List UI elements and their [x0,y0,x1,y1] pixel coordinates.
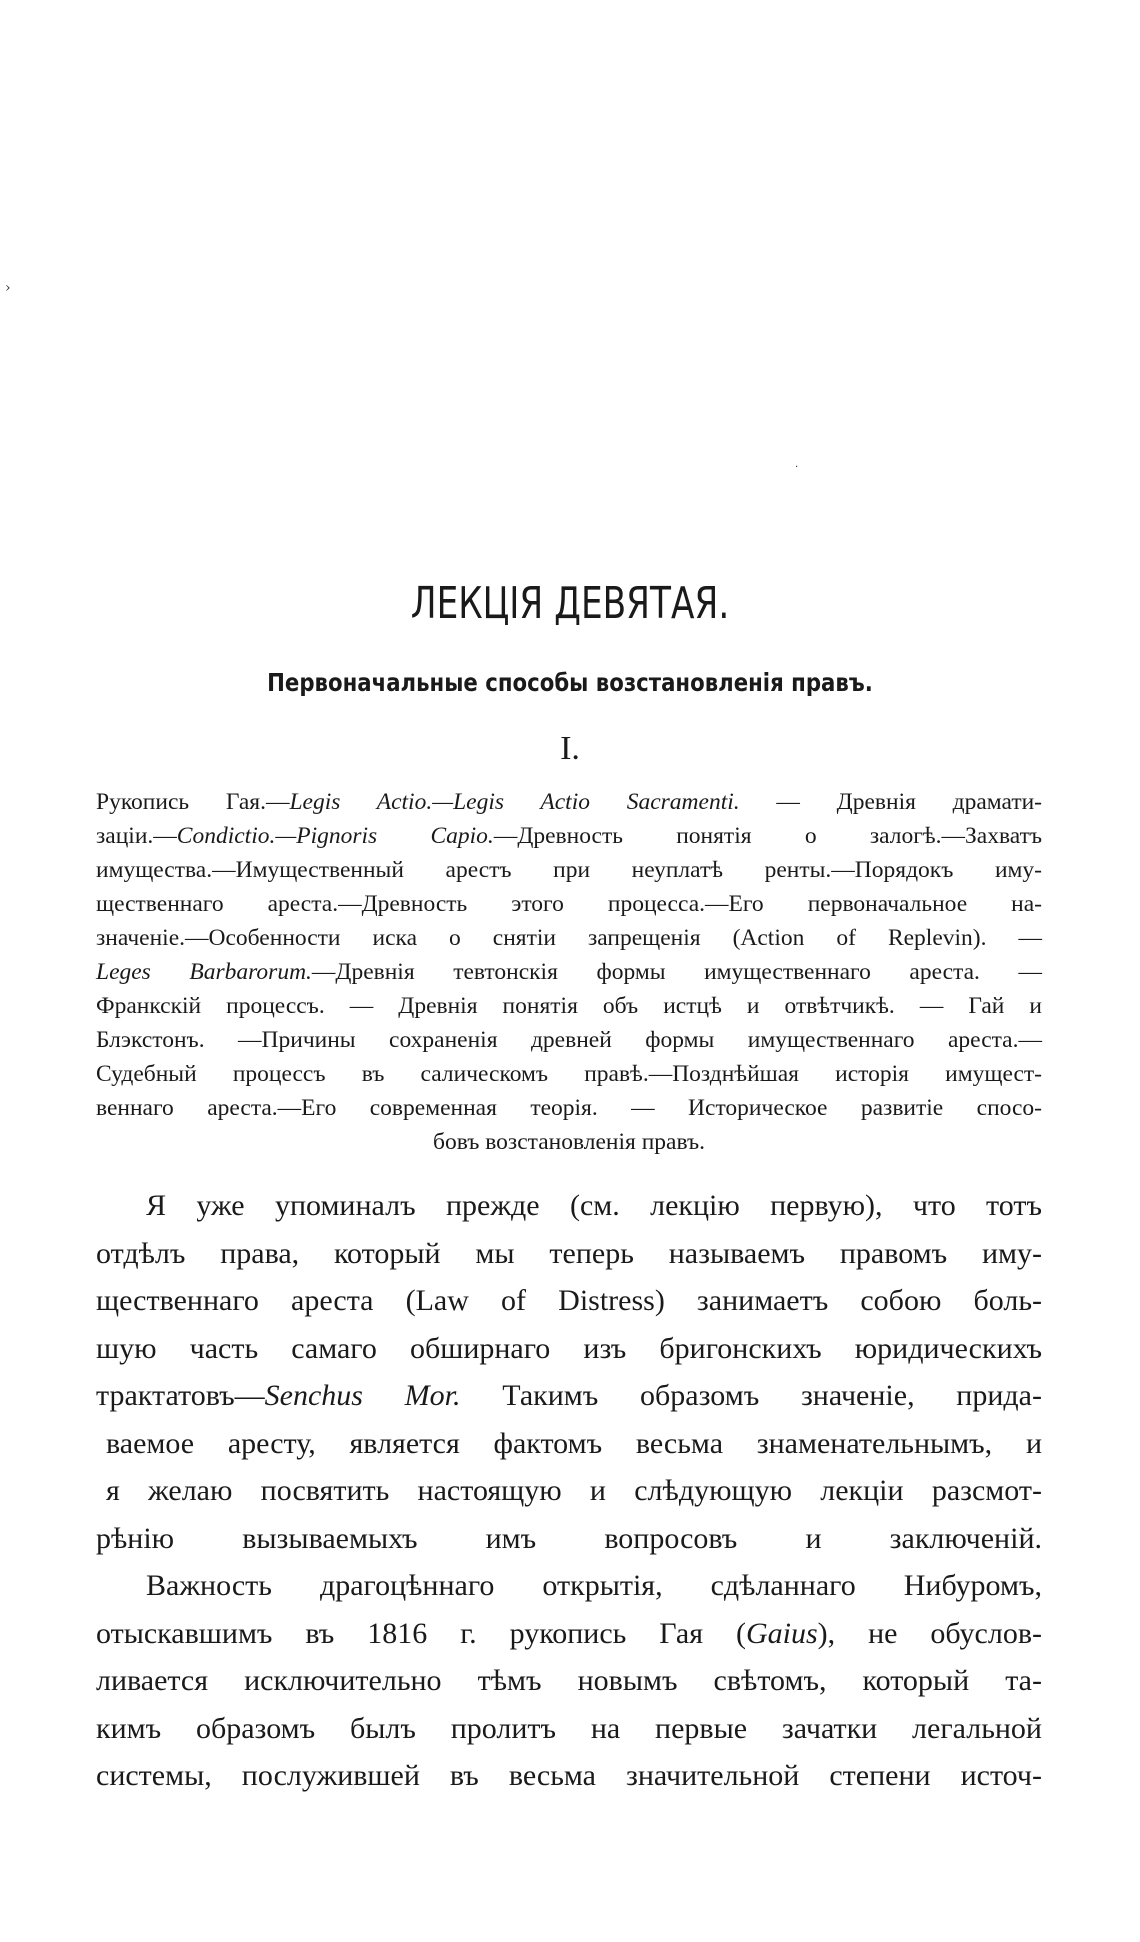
body-text: отдѣлъ права, который мы теперь называемъ правомъ иму- [96,1236,1042,1270]
body-line [96,1467,1042,1515]
section-numeral: I. [560,730,580,767]
summary-line [96,1091,1042,1125]
body-text: Такимъ образомъ значеніе, прида- [460,1379,1042,1412]
scan-dot: · [795,462,799,473]
body-line [96,1562,1042,1610]
summary-text: бовъ возстановленія правъ. [433,1129,705,1155]
chapter-summary [96,785,1042,1159]
lecture-subtitle: Первоначальные способы возстановленія правъ. [267,668,873,697]
summary-italic-text: Condictio.—Pignoris Capio. [176,823,494,849]
body-text: щественнаго ареста (Law of Distress) занимаетъ собою боль- [96,1284,1042,1317]
body-text: рѣнію вызываемыхъ имъ вопросовъ и заключеній. [96,1521,1042,1555]
summary-line [96,921,1042,955]
body-text: системы, послужившей въ весьма значительной степени источ- [96,1759,1042,1792]
summary-line [96,1057,1042,1091]
summary-text: —Древнія тевтонскія формы имущественнаго ареста. — [311,959,1042,985]
summary-text: Блэкстонъ. —Причины сохраненія древней формы имущественнаго ареста.— [96,1027,1042,1053]
summary-text: значеніе.—Особенности иска о снятіи запрещенія (Action of Replevin). — [96,925,1042,951]
summary-text: заціи.— [96,823,177,849]
summary-text: —Древность понятія о залогѣ.—Захватъ [493,823,1043,849]
body-italic-text: Gaius [745,1616,818,1650]
body-line [96,1610,1042,1658]
body-line [96,1752,1042,1800]
body-text: ваемое аресту, является фактомъ весьма знаменательнымъ, и [106,1426,1042,1460]
summary-text: имущества.—Имущественный арестъ при неуплатѣ ренты.—Порядокъ иму- [96,857,1042,883]
summary-line [96,1023,1042,1057]
lecture-title: ЛЕКЦІЯ ДЕВЯТАЯ. [410,578,730,629]
summary-text: — Древнія драмати- [739,789,1043,815]
body-text: ливается исключительно тѣмъ новымъ свѣтомъ, который та- [96,1664,1042,1697]
summary-line [96,887,1042,921]
summary-line [96,853,1042,887]
body-line [96,1420,1042,1468]
summary-text: щественнаго ареста.—Древность этого процесса.—Его первоначальное на- [96,891,1042,917]
body-line [96,1372,1042,1420]
body-text: шую часть самаго обширнаго изъ бригонскихъ юридическихъ [96,1331,1042,1365]
body-italic-text: Senchus Mor. [264,1379,461,1412]
summary-line [96,819,1042,853]
body-line [96,1277,1042,1325]
summary-text: Судебный процессъ въ салическомъ правѣ.—Позднѣйшая исторія имущест- [96,1061,1042,1087]
scan-speck: › [5,280,11,296]
summary-italic-text: Legis Actio.—Legis Actio Sacramenti. [289,789,740,815]
body-text: ), не обуслов- [817,1616,1042,1650]
summary-text: Франкскій процессъ. — Древнія понятія объ истцѣ и отвѣтчикѣ. — Гай и [96,993,1042,1019]
body-text: отыскавшимъ въ 1816 г. рукопись Гая ( [96,1616,746,1650]
body-line [96,1705,1042,1753]
body-text: трактатовъ— [96,1379,265,1412]
body-line [96,1515,1042,1563]
body-text: Важность драгоцѣннаго открытія, сдѣланнаго Нибуромъ, [146,1569,1042,1602]
summary-italic-text: Leges Barbarorum. [96,959,312,985]
body-line [96,1657,1042,1705]
body-text [96,1182,1042,1800]
summary-line [96,989,1042,1023]
summary-text: Рукопись Гая.— [96,789,290,815]
body-text: Я уже упоминалъ прежде (см. лекцію первую), что тотъ [146,1189,1042,1222]
body-text: кимъ образомъ былъ пролитъ на первые зачатки легальной [96,1711,1042,1745]
body-line [96,1325,1042,1373]
body-text: я желаю посвятить настоящую и слѣдующую лекціи разсмот- [106,1474,1042,1507]
body-line [96,1230,1042,1278]
summary-line [96,785,1042,819]
summary-line [96,955,1042,989]
body-line [96,1182,1042,1230]
summary-line [96,1125,1042,1159]
summary-text: веннаго ареста.—Его современная теорія. — Историческое развитіе спосо- [96,1095,1042,1121]
